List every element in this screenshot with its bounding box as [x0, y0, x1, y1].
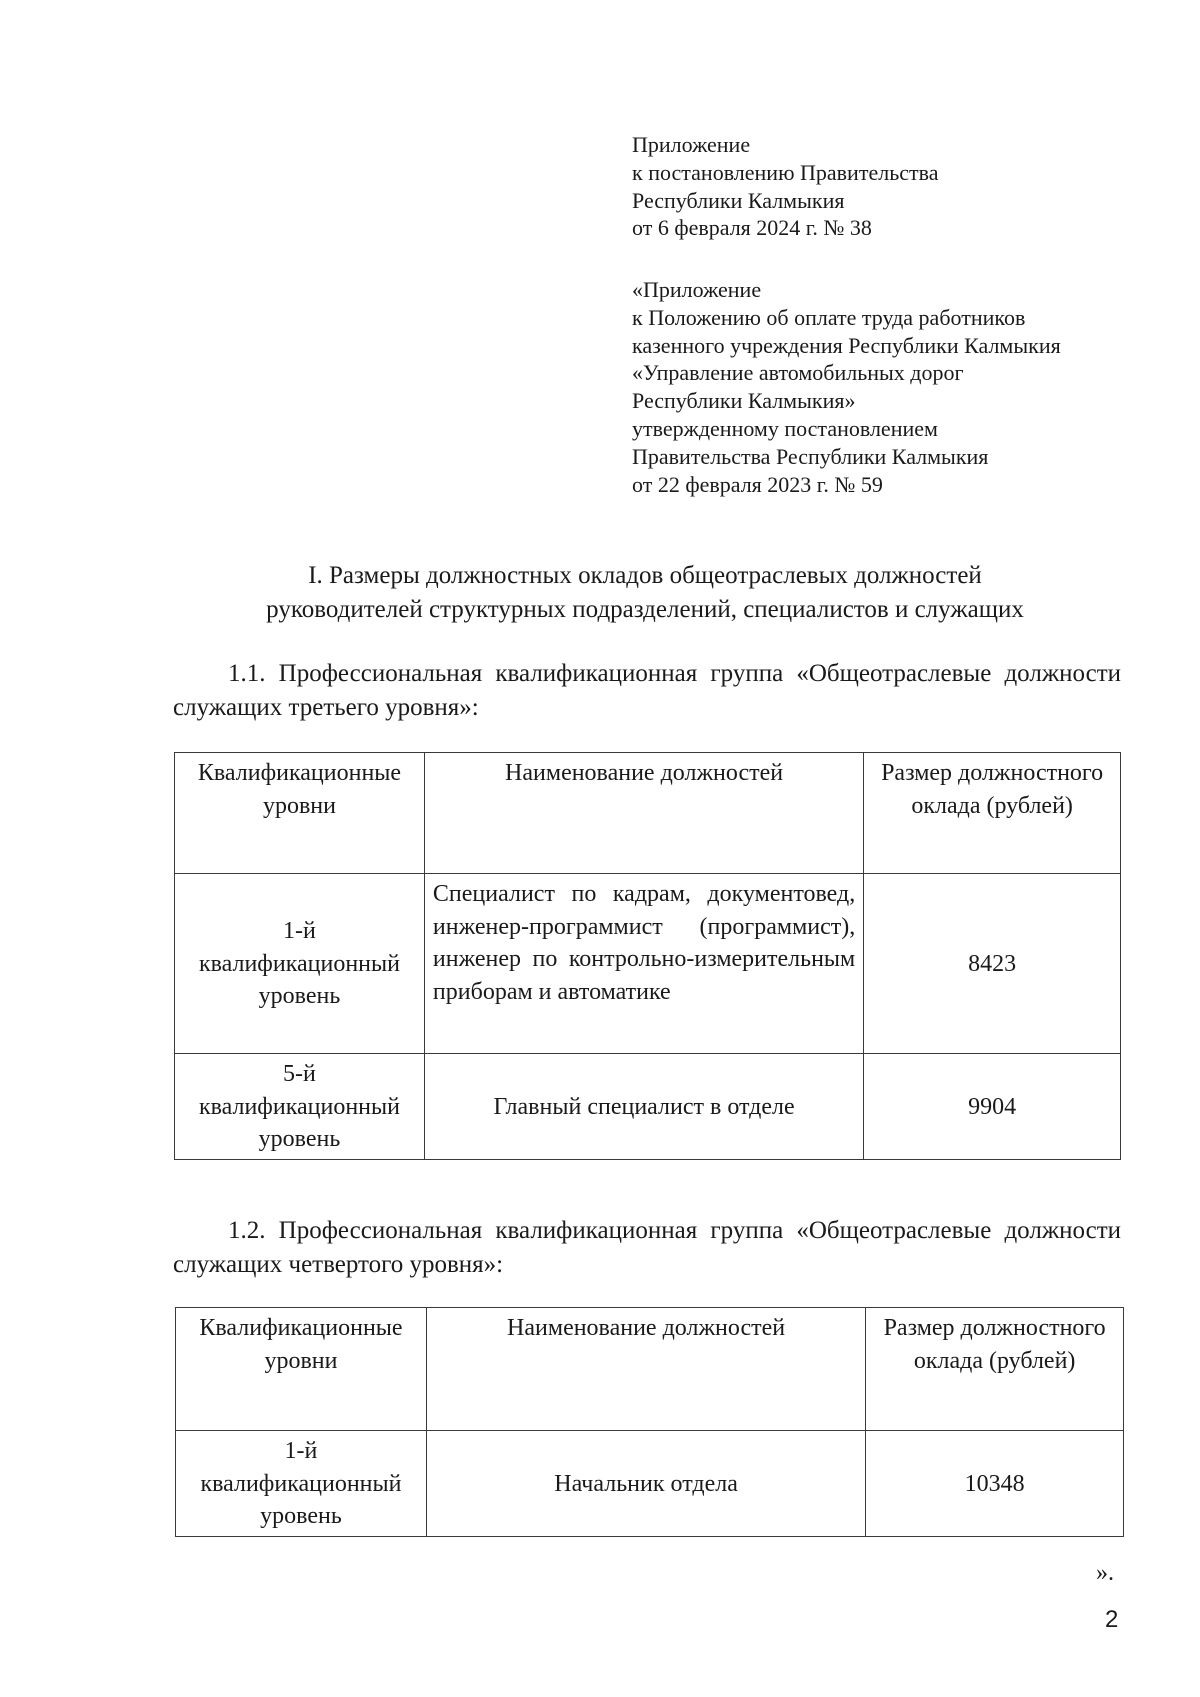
cell-salary: 8423	[864, 874, 1121, 1054]
annex-quote-line: утвержденному постановлением	[632, 415, 938, 441]
table-row	[176, 1431, 1124, 1537]
cell-position: Специалист по кадрам, документовед, инженер-программист (программист), инженер по контрольно-измерительным приборам и автоматике	[424, 874, 863, 1054]
annex-header-line: к постановлению Правительства	[632, 159, 939, 185]
table-row	[175, 1054, 1121, 1160]
annex-quote	[632, 276, 1061, 498]
closing-quote: ».	[1096, 1560, 1114, 1586]
annex-quote-line: от 22 февраля 2023 г. № 59	[632, 471, 883, 497]
cell-salary: 10348	[866, 1431, 1124, 1537]
annex-quote-line: «Управление автомобильных дорог	[632, 360, 964, 386]
annex-quote-line: казенного учреждения Республики Калмыкия	[632, 332, 1061, 358]
header-salary: Размер должностного оклада (рублей)	[866, 1308, 1124, 1431]
section-title	[150, 559, 1140, 627]
annex-quote-line: «Приложение	[632, 277, 762, 302]
paragraph-1-1: 1.1. Профессиональная квалификационная группа «Общеотраслевые должности служащих третьего уровня»:	[173, 660, 1121, 721]
header-levels: Квалификационные уровни	[175, 753, 425, 874]
table-row	[175, 874, 1121, 1054]
cell-salary: 9904	[864, 1054, 1121, 1160]
header-positions: Наименование должностей	[424, 753, 863, 874]
annex-quote-line: к Положению об оплате труда работников	[632, 304, 1026, 330]
cell-level: 5-й квалификационный уровень	[175, 1054, 425, 1160]
annex-header-line: от 6 февраля 2024 г. № 38	[632, 215, 872, 241]
paragraph-1-2: 1.2. Профессиональная квалификационная группа «Общеотраслевые должности служащих четвертого уровня»:	[173, 1217, 1121, 1278]
table-header-row	[176, 1308, 1124, 1431]
cell-position: Начальник отдела	[426, 1431, 865, 1537]
annex-header-line: Республики Калмыкия	[632, 187, 845, 213]
annex-quote-line: Правительства Республики Калмыкия	[632, 443, 989, 469]
annex-header	[632, 131, 938, 242]
cell-level: 1-й квалификационный уровень	[176, 1431, 427, 1537]
cell-position: Главный специалист в отделе	[424, 1054, 863, 1160]
page-number: 2	[1105, 1606, 1119, 1633]
annex-quote-line: Республики Калмыкия»	[632, 388, 856, 414]
table-header-row	[175, 753, 1121, 874]
salary-table-1	[174, 752, 1121, 1160]
section-title-line: I. Размеры должностных окладов общеотраслевых должностей	[308, 562, 982, 589]
cell-level: 1-й квалификационный уровень	[175, 874, 425, 1054]
header-levels: Квалификационные уровни	[176, 1308, 427, 1431]
section-title-line: руководителей структурных подразделений, специалистов и служащих	[266, 596, 1024, 623]
annex-header-line: Приложение	[632, 132, 751, 157]
header-positions: Наименование должностей	[426, 1308, 865, 1431]
header-salary: Размер должностного оклада (рублей)	[864, 753, 1121, 874]
salary-table-2	[175, 1307, 1124, 1537]
